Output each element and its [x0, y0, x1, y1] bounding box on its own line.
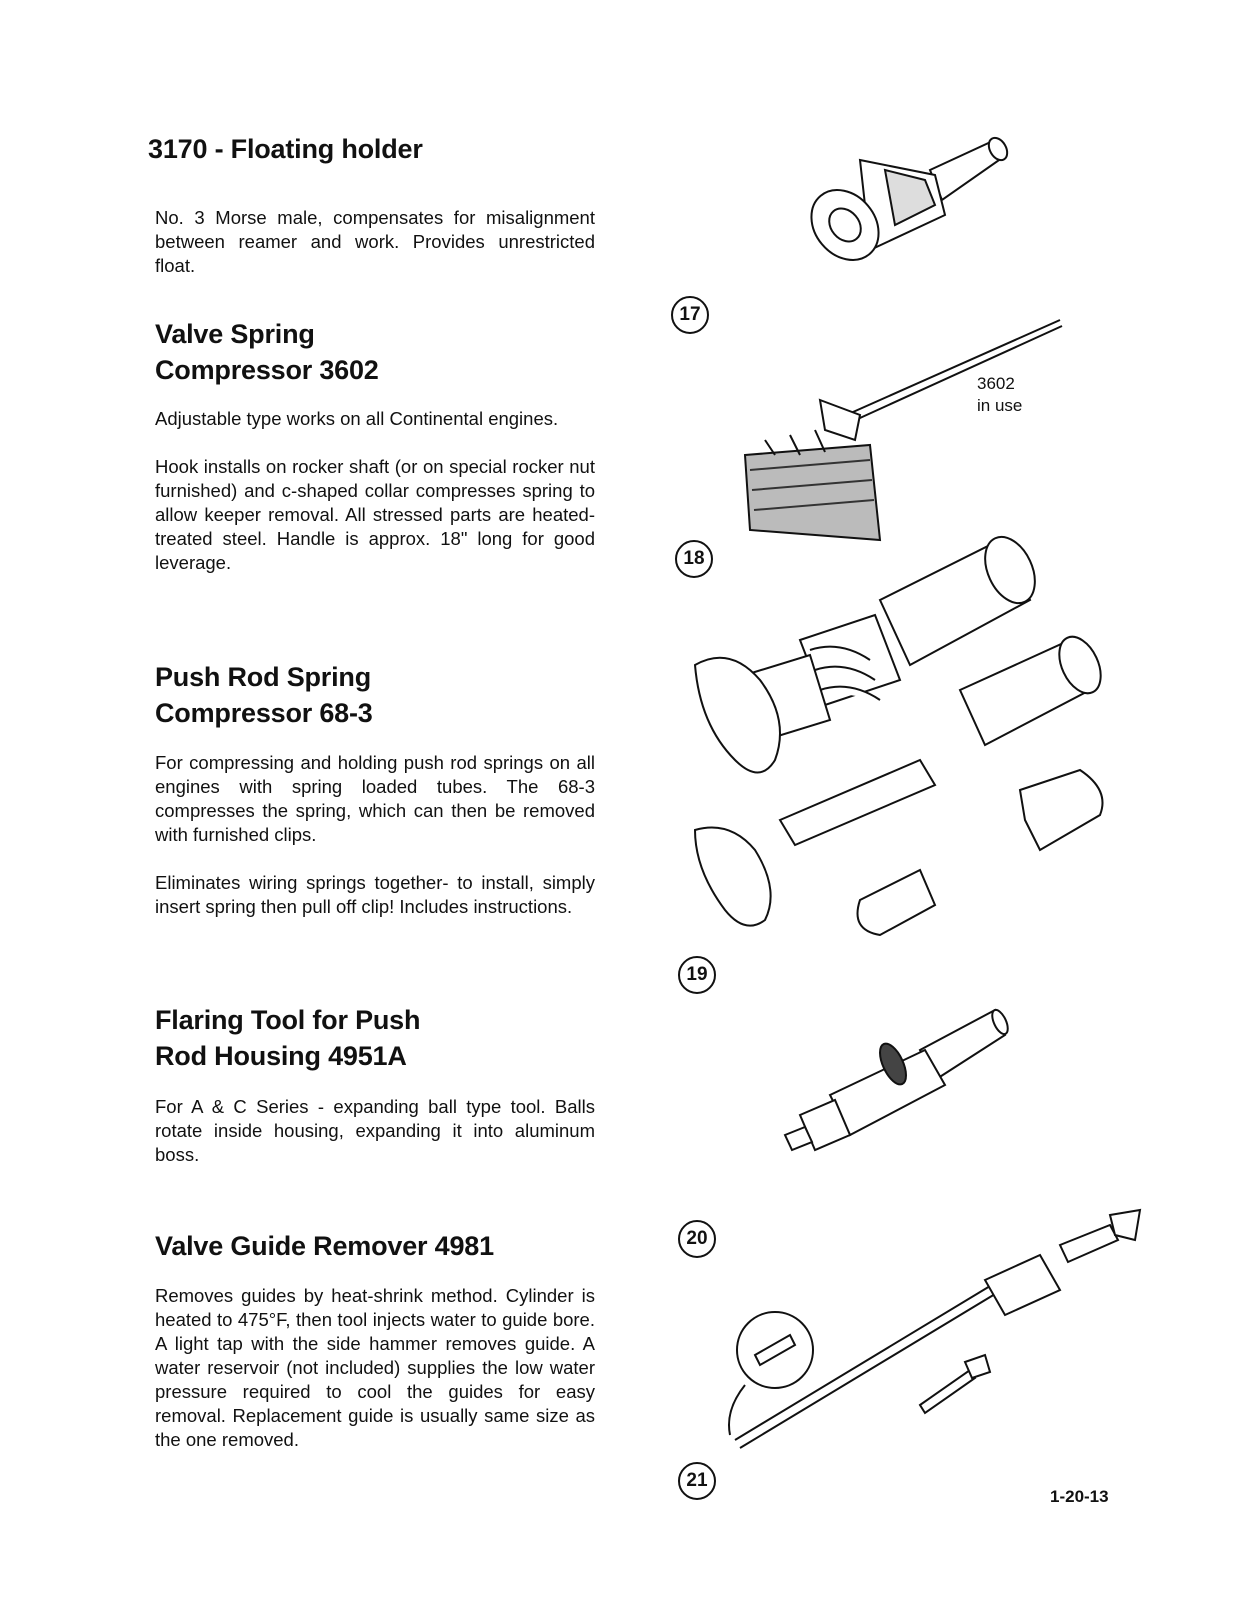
figure-number-20: 20 [678, 1220, 716, 1258]
title-line: Compressor 68-3 [155, 698, 373, 728]
paragraph: Removes guides by heat-shrink method. Cylinder is heated to 475°F, then tool injects water to guide bore. A light tap with the side hammer removes guide. A water reservoir (not included) supplies the low water pressure required to cool the guides for easy removal. Replacement guide is usually same size as the one removed. [155, 1285, 595, 1450]
caption-line: 3602 [977, 374, 1015, 393]
title-line: Push Rod Spring [155, 662, 371, 692]
paragraph: Hook installs on rocker shaft (or on special rocker nut furnished) and c-shaped collar compresses spring to allow keeper removal. All stressed parts are heated-treated steel. Handle is approx. 18" long for good leverage. [155, 456, 595, 573]
paragraph: Adjustable type works on all Continental engines. [155, 408, 559, 429]
paragraph: For A & C Series - expanding ball type tool. Balls rotate inside housing, expanding it into aluminum boss. [155, 1096, 595, 1165]
figure-number-21: 21 [678, 1462, 716, 1500]
figure-number-17: 17 [671, 296, 709, 334]
caption-line: in use [977, 396, 1023, 415]
figure-number-18: 18 [675, 540, 713, 578]
paragraph: Eliminates wiring springs together- to install, simply insert spring then pull off clip! Includes instructions. [155, 872, 595, 917]
title-line: Flaring Tool for Push [155, 1005, 421, 1035]
title-line: Compressor 3602 [155, 355, 379, 385]
title-line: 3170 - Floating holder [148, 134, 423, 164]
title-line: Valve Spring [155, 319, 315, 349]
title-line: Rod Housing 4951A [155, 1041, 407, 1071]
figure-number-19: 19 [678, 956, 716, 994]
page-number: 1-20-13 [1050, 1487, 1109, 1506]
paragraph: For compressing and holding push rod springs on all engines with spring loaded tubes. The 68-3 compresses the spring, which can then be removed with furnished clips. [155, 752, 595, 845]
paragraph: No. 3 Morse male, compensates for misalignment between reamer and work. Provides unrestricted float. [155, 207, 595, 276]
title-line: Valve Guide Remover 4981 [155, 1231, 494, 1261]
